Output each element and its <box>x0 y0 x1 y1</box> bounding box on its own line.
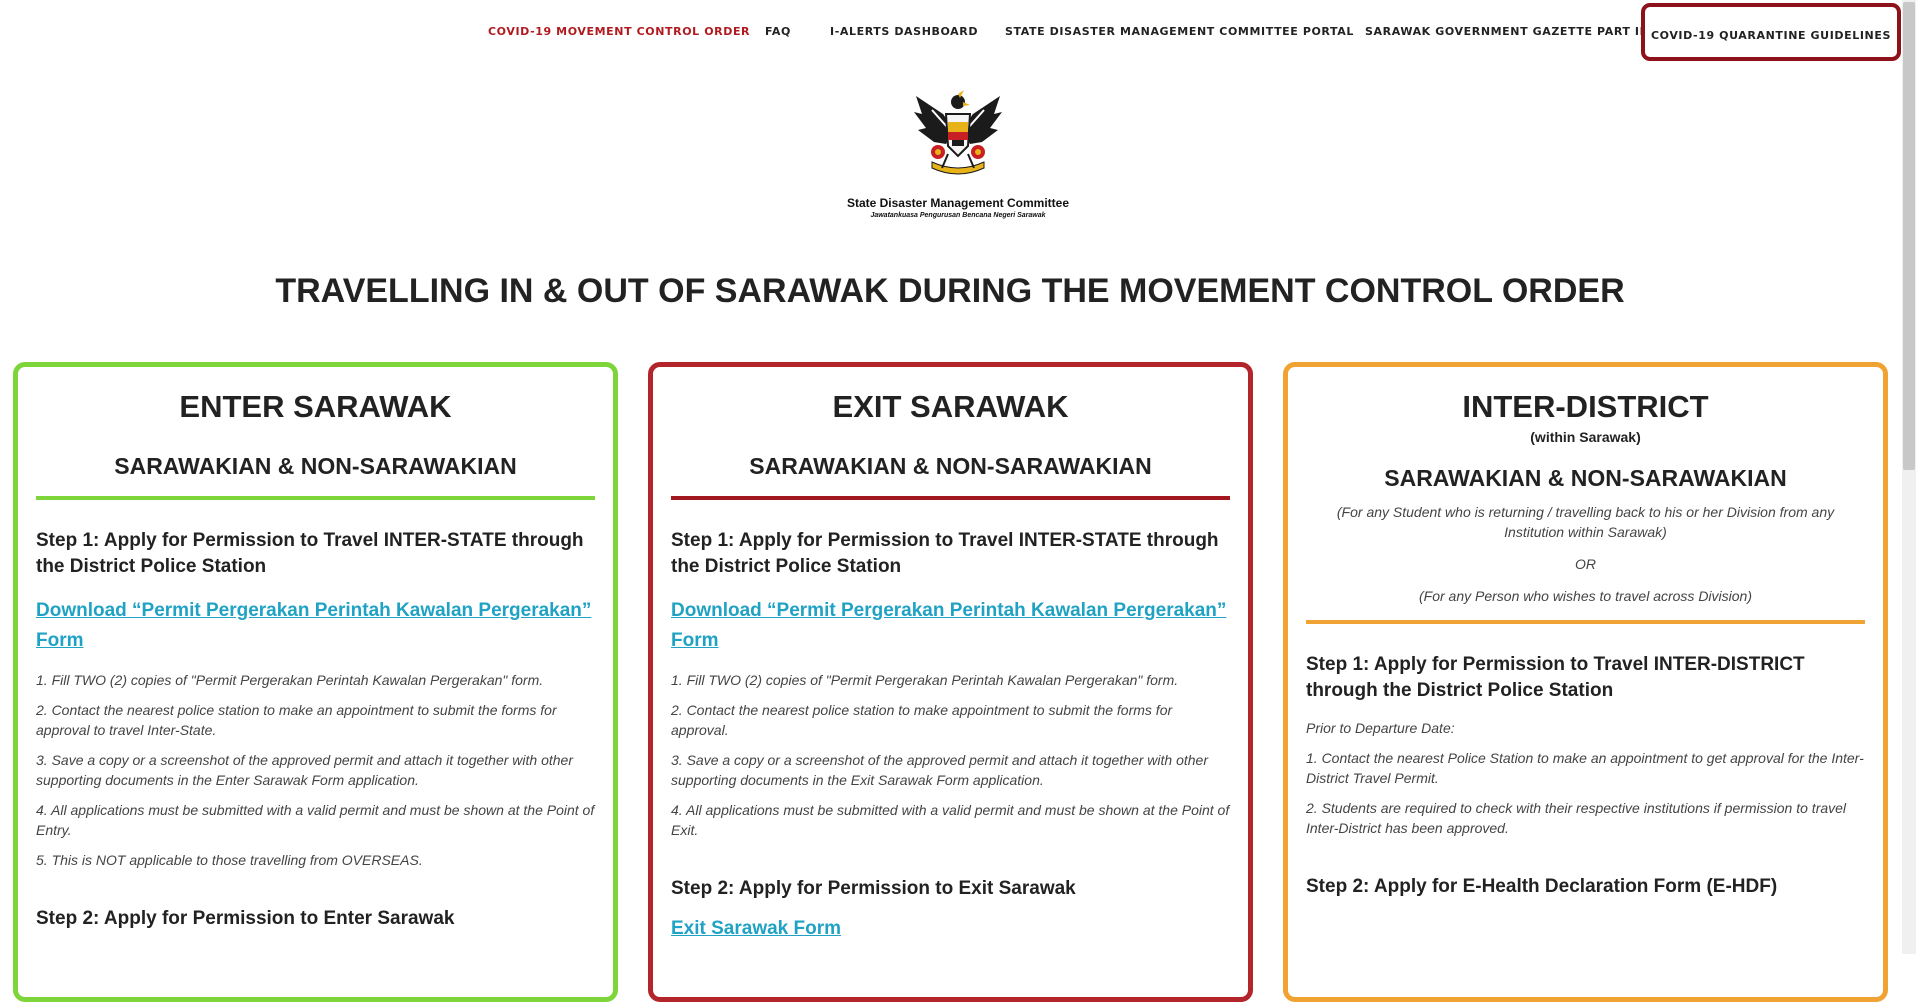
instruction-item: 2. Students are required to check with their respective institutions if permission to travel Inter-District has been approved. <box>1306 800 1847 836</box>
divider <box>671 496 1230 500</box>
inter-district-card <box>1283 362 1888 1002</box>
nav-i-alerts-dashboard[interactable]: I-ALERTS DASHBOARD <box>830 25 979 38</box>
instruction-item: 2. Contact the nearest police station to make appointment to submit the forms for approval. <box>671 702 1173 738</box>
page-title: TRAVELLING IN & OUT OF SARAWAK DURING THE MOVEMENT CONTROL ORDER <box>275 272 1625 310</box>
divider <box>1306 620 1865 624</box>
instruction-item: 1. Contact the nearest Police Station to make an appointment to get approval for the Inter-District Travel Permit. <box>1306 750 1864 786</box>
card-title: EXIT SARAWAK <box>832 389 1069 424</box>
prior-departure-label: Prior to Departure Date: <box>1306 720 1455 736</box>
nav-quarantine-guidelines[interactable]: COVID-19 QUARANTINE GUIDELINES <box>1641 3 1901 61</box>
enter-sarawak-card <box>13 362 618 1002</box>
card-subtitle: (within Sarawak) <box>1530 429 1641 445</box>
instruction-item: 5. This is NOT applicable to those travelling from OVERSEAS. <box>36 852 423 868</box>
eligibility-note-student: (For any Student who is returning / travelling back to his or her Division from any Institution within Sarawak) <box>1336 504 1835 540</box>
instruction-item: 1. Fill TWO (2) copies of "Permit Pergerakan Perintah Kawalan Pergerakan" form. <box>36 672 544 688</box>
sarawak-crest-icon <box>908 84 1008 184</box>
nav-government-gazette[interactable]: SARAWAK GOVERNMENT GAZETTE PART II <box>1365 25 1645 38</box>
download-permit-link[interactable]: Download “Permit Pergerakan Perintah Kawalan Pergerakan” Form <box>671 600 1227 651</box>
org-name: State Disaster Management Committee <box>846 196 1070 210</box>
nav-faq[interactable]: FAQ <box>765 25 791 38</box>
exit-sarawak-card <box>648 362 1253 1002</box>
instruction-item: 3. Save a copy or a screenshot of the approved permit and attach it together with other supporting documents in the Exit Sarawak Form application. <box>671 752 1208 788</box>
nav-sdmc-portal[interactable]: STATE DISASTER MANAGEMENT COMMITTEE PORTAL <box>1005 25 1354 38</box>
site-logo[interactable] <box>0 84 1916 219</box>
step-1-heading: Step 1: Apply for Permission to Travel INTER-STATE through the District Police Station <box>671 530 1219 577</box>
step-2-heading: Step 2: Apply for Permission to Enter Sarawak <box>36 908 455 929</box>
instruction-item: 4. All applications must be submitted with a valid permit and must be shown at the Point of Exit. <box>671 802 1230 838</box>
card-group-heading: SARAWAKIAN & NON-SARAWAKIAN <box>114 453 517 479</box>
instruction-item: 2. Contact the nearest police station to make an appointment to submit the forms for approval to travel Inter-State. <box>36 702 557 738</box>
top-navigation <box>0 0 1916 66</box>
download-permit-link[interactable]: Download “Permit Pergerakan Perintah Kawalan Pergerakan” Form <box>36 600 592 651</box>
step-2-heading: Step 2: Apply for Permission to Exit Sarawak <box>671 878 1076 899</box>
instruction-item: 1. Fill TWO (2) copies of "Permit Pergerakan Perintah Kawalan Pergerakan" form. <box>671 672 1179 688</box>
card-title: ENTER SARAWAK <box>179 389 452 424</box>
step-2-heading: Step 2: Apply for E-Health Declaration Form (E-HDF) <box>1306 876 1778 897</box>
org-name-malay: Jawatankuasa Pengurusan Bencana Negeri Sarawak <box>870 212 1046 219</box>
nav-covid-mco[interactable]: COVID-19 MOVEMENT CONTROL ORDER <box>488 25 751 38</box>
eligibility-note-person: (For any Person who wishes to travel across Division) <box>1418 588 1752 604</box>
card-group-heading: SARAWAKIAN & NON-SARAWAKIAN <box>1384 465 1787 491</box>
step-1-heading: Step 1: Apply for Permission to Travel INTER-DISTRICT through the District Police Station <box>1306 654 1805 701</box>
scrollbar-thumb[interactable] <box>1903 2 1915 470</box>
or-separator: OR <box>1575 556 1596 572</box>
card-group-heading: SARAWAKIAN & NON-SARAWAKIAN <box>749 453 1152 479</box>
divider <box>36 496 595 500</box>
instruction-item: 3. Save a copy or a screenshot of the approved permit and attach it together with other supporting documents in the Enter Sarawak Form application. <box>36 752 573 788</box>
page-scrollbar[interactable] <box>1902 0 1916 954</box>
instruction-item: 4. All applications must be submitted with a valid permit and must be shown at the Point of Entry. <box>36 802 595 838</box>
step-1-heading: Step 1: Apply for Permission to Travel INTER-STATE through the District Police Station <box>36 530 584 577</box>
exit-sarawak-form-link[interactable]: Exit Sarawak Form <box>671 918 842 939</box>
card-title: INTER-DISTRICT <box>1462 389 1709 424</box>
